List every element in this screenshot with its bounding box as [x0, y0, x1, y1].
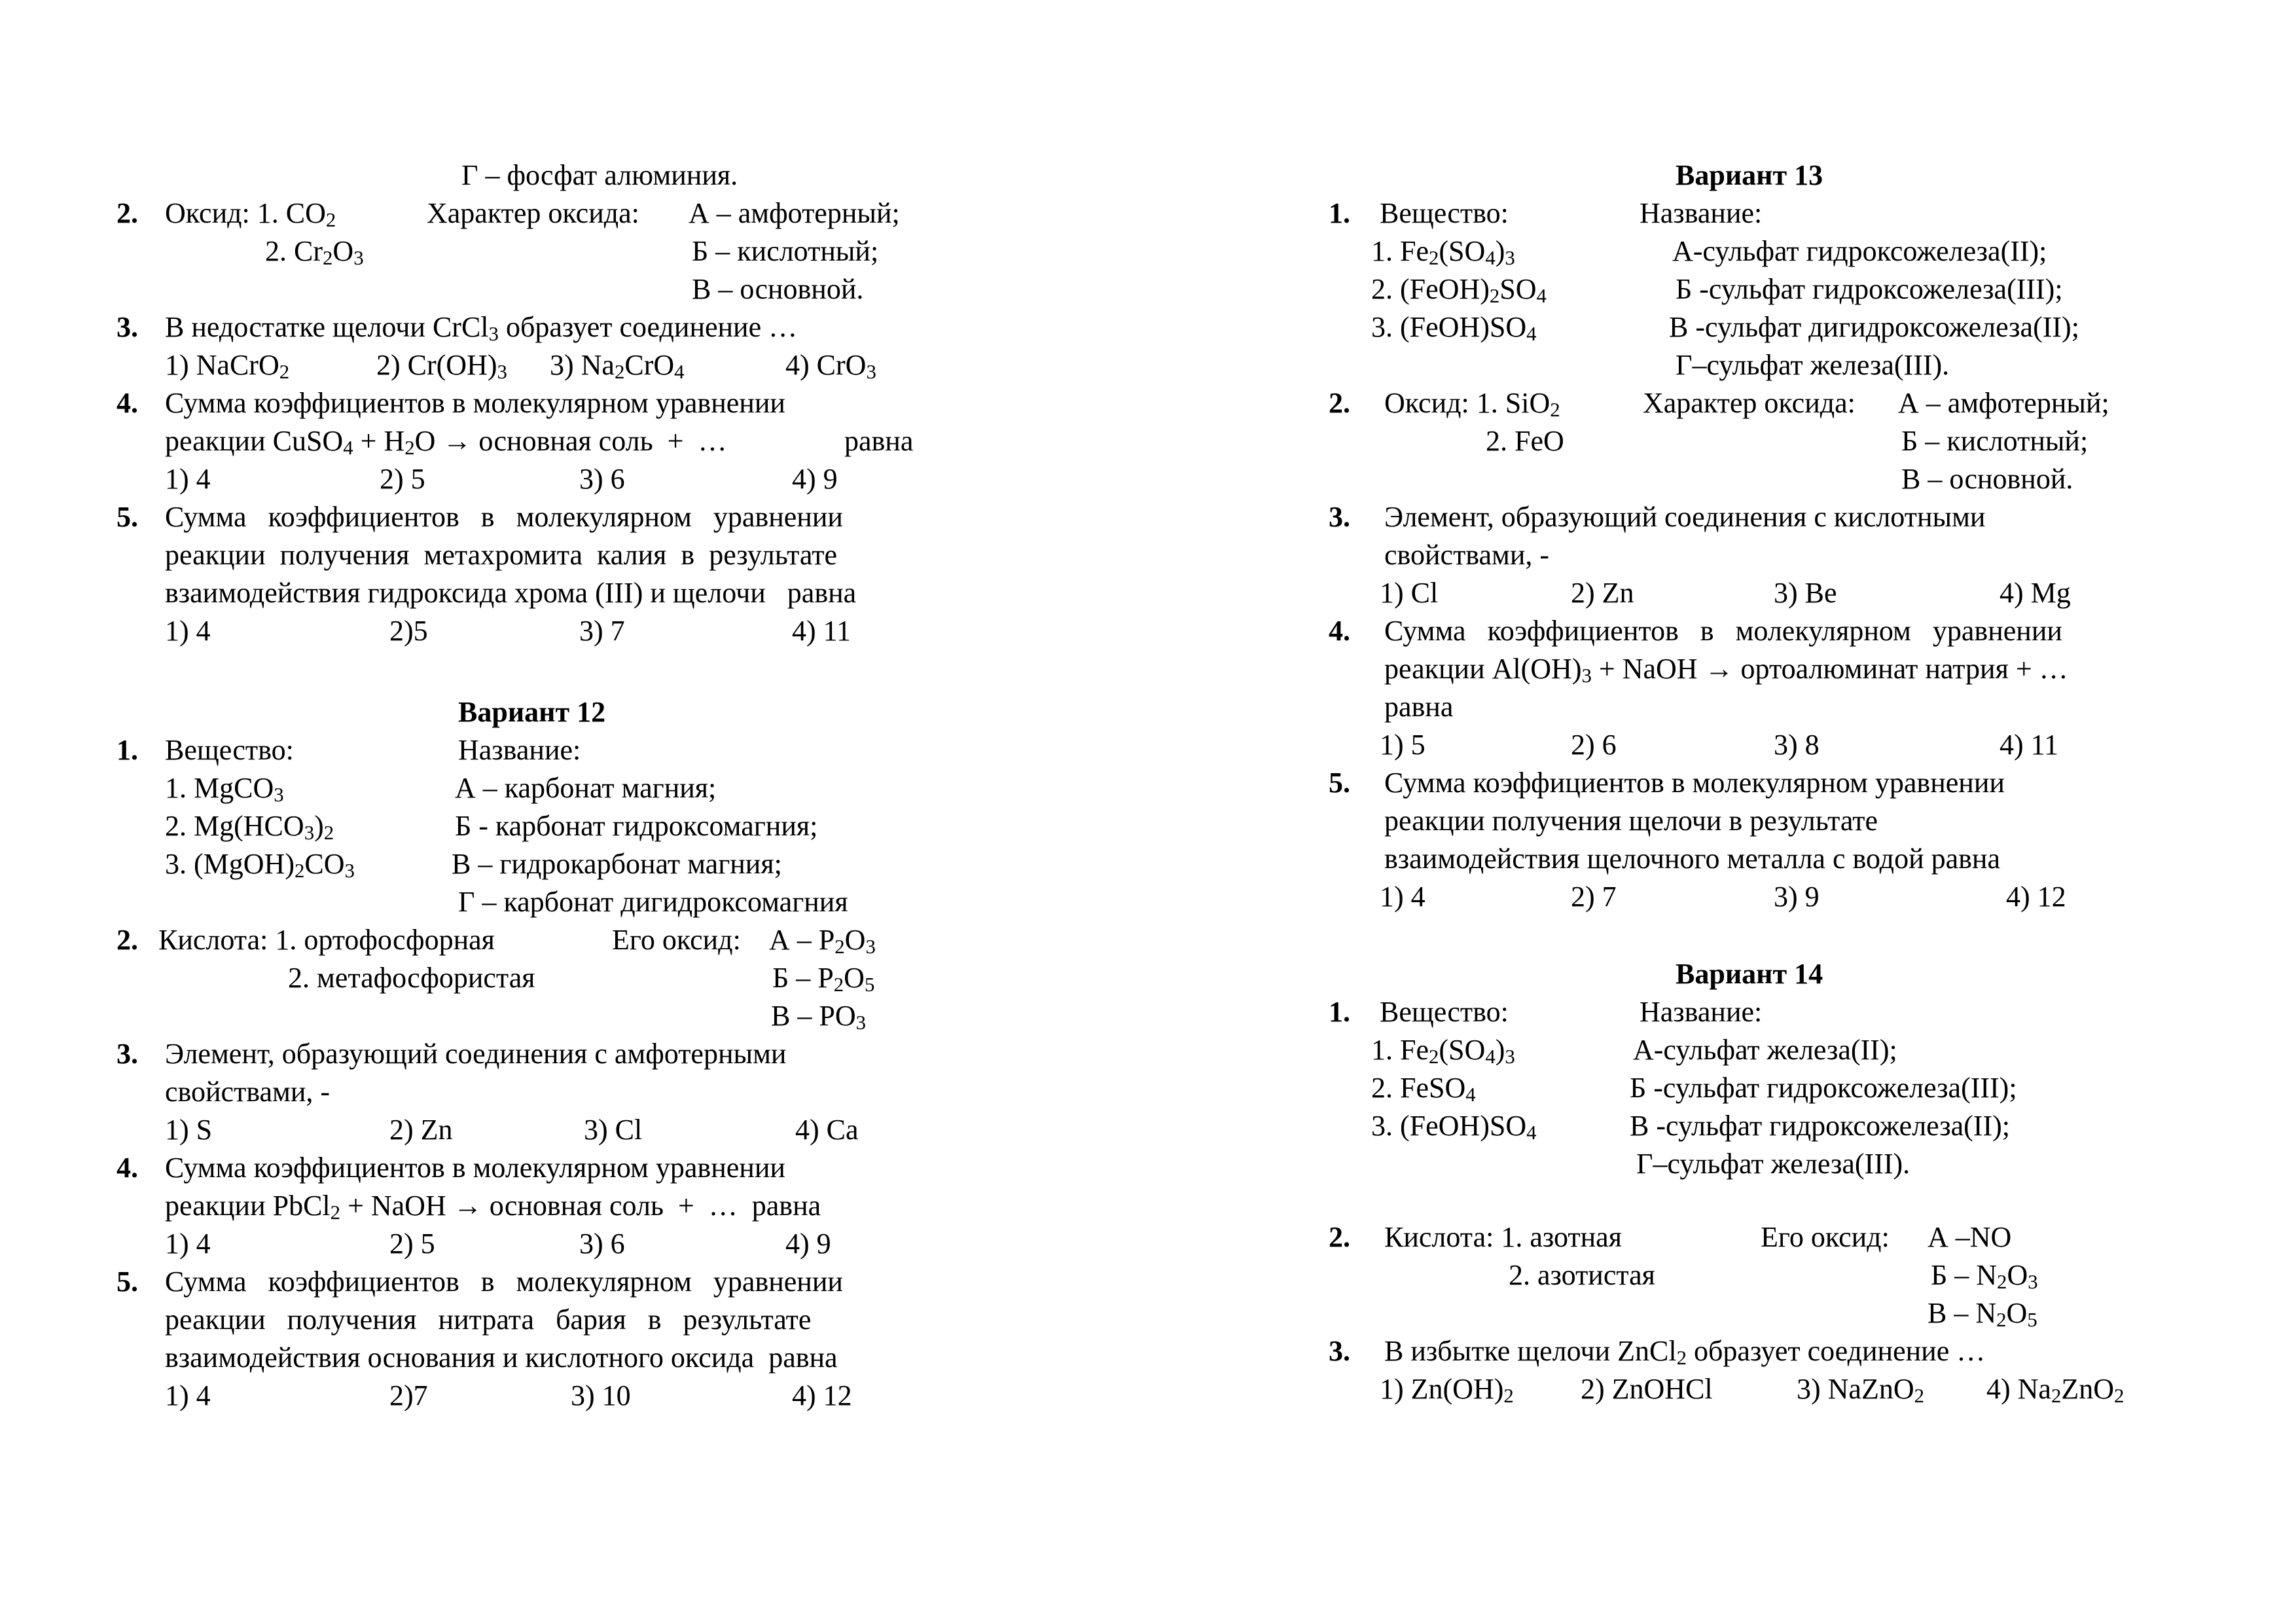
name-b: Б - карбонат гидроксомагния;	[455, 810, 818, 842]
variant-12-title: Вариант 12	[458, 696, 606, 728]
substance-2: 2. $Mg(HCO_3)_2$	[165, 810, 334, 845]
question-number: 3.	[1329, 501, 1350, 533]
answer-option-3: 3) Cl	[584, 1114, 643, 1146]
answer-option-3: 3) 6	[579, 1228, 625, 1260]
answer-option-2: 2) 6	[1571, 729, 1617, 761]
question-text: взаимодействия щелочного металла с водой равна	[1384, 843, 2000, 875]
option-a: А – амфотерный;	[1898, 387, 2109, 419]
answer-option-3: 3) 7	[579, 615, 625, 647]
question-number: 5.	[117, 1266, 138, 1298]
answer-option-2: 2)7	[389, 1379, 428, 1412]
question-number: 5.	[117, 501, 138, 533]
question-text: В избытке щелочи ZnCl$_2$ образует соединение …	[1384, 1335, 1986, 1370]
acid-2: 2. азотистая	[1509, 1259, 1655, 1291]
acid-1: Кислота: 1. азотная	[1384, 1221, 1622, 1253]
answer-option-3: 3) 10	[571, 1379, 631, 1412]
substance-1: 1. $Fe_2(SO_4)_3$	[1371, 1034, 1515, 1068]
option-b: Б – кислотный;	[692, 235, 879, 267]
oxide-header: Его оксид:	[1761, 1221, 1890, 1253]
name-a: А-сульфат гидроксожелеза(II);	[1672, 235, 2047, 267]
question-number: 1.	[1329, 197, 1350, 229]
name-g: Г–сульфат железа(III).	[1676, 349, 1950, 381]
question-text: свойствами, -	[1384, 539, 1550, 571]
answer-option-4: 4) 12	[792, 1379, 852, 1412]
oxide-character-label: Характер оксида:	[427, 197, 639, 229]
answer-option-2: 2) Zn	[1571, 577, 1634, 609]
oxide-2: 2. $Cr_2O_3$	[265, 235, 364, 270]
question-text: Сумма коэффициентов в молекулярном уравнении	[1384, 767, 2005, 799]
name-a: А-сульфат железа(II);	[1633, 1034, 1897, 1066]
question-text: реакции CuSO$_4$ + $H_2O$ → основная соль + …	[165, 425, 727, 460]
answer-option-1: 1) Cl	[1380, 577, 1439, 609]
substance-header: Вещество:	[165, 734, 294, 766]
oxide-b: Б – $N_2O_3$	[1931, 1259, 2038, 1294]
answer-option-3: 3) 8	[1774, 729, 1820, 761]
oxide-b: Б – $P_2O_5$	[772, 962, 875, 996]
answer-option-4: 4) Mg	[2000, 577, 2071, 609]
oxide-1: Оксид: 1. SiO$_2$	[1384, 387, 1560, 422]
question-text: реакции PbCl$_2$ + NaOH → основная соль + … равна	[165, 1190, 821, 1224]
question-number: 1.	[117, 734, 138, 766]
answer-option-4: 4) Ca	[795, 1114, 859, 1146]
answer-option-1: 1) 5	[1380, 729, 1426, 761]
name-g: Г – карбонат дигидроксомагния	[458, 886, 848, 918]
option-b: Б – кислотный;	[1901, 425, 2089, 457]
question-number: 4.	[117, 1152, 138, 1184]
answer-option-3: 3) 9	[1774, 881, 1820, 913]
question-number: 2.	[117, 924, 138, 956]
answer-option-3: 3) Be	[1774, 577, 1837, 609]
question-number: 2.	[1329, 387, 1350, 419]
answer-option-4: 4) 11	[792, 615, 852, 647]
question-text: реакции получения метахромита калия в результате	[165, 539, 838, 571]
substance-header: Вещество:	[1380, 197, 1509, 229]
option-v: В – основной.	[1901, 463, 2073, 495]
substance-3: 3. $(FeOH)SO_4$	[1371, 1110, 1537, 1144]
substance-3: 3. $(FeOH)SO_4$	[1371, 311, 1537, 346]
oxide-label: Оксид: 1. $CO_2$	[165, 197, 336, 232]
prev-answer-g: Г – фосфат алюминия.	[461, 159, 738, 191]
name-header: Название:	[1640, 197, 1763, 229]
question-text: Сумма коэффициентов в молекулярном уравнении	[165, 1266, 843, 1298]
answer-option-3: 3) $Na_2CrO_4$	[550, 349, 685, 384]
substance-2: 2. FeSO$_4$	[1371, 1072, 1476, 1106]
substance-2: 2. $(FeOH)_2SO_4$	[1371, 273, 1547, 308]
answer-option-2: 2) ZnOHCl	[1581, 1373, 1713, 1405]
question-text: Сумма коэффициентов в молекулярном уравнении	[165, 387, 785, 419]
question-text: реакции получения нитрата бария в результате	[165, 1304, 812, 1336]
name-g: Г–сульфат железа(III).	[1636, 1148, 1910, 1180]
substance-1: 1. $Fe_2(SO_4)_3$	[1371, 235, 1515, 270]
answer-option-1: 1) 4	[165, 1228, 211, 1260]
oxide-a: А – $P_2O_3$	[769, 924, 876, 958]
answer-option-2: 2) 7	[1571, 881, 1617, 913]
question-text: Элемент, образующий соединения с кислотными	[1384, 501, 1986, 533]
question-text: реакции получения щелочи в результате	[1384, 805, 1878, 837]
answer-option-1: 1) S	[165, 1114, 213, 1146]
question-number: 2.	[1329, 1221, 1350, 1253]
question-text: взаимодействия основания и кислотного оксида равна	[165, 1341, 838, 1374]
answer-option-1: 1) 4	[165, 615, 211, 647]
answer-option-3: 3) NaZnO$_2$	[1797, 1373, 1925, 1408]
question-text: Сумма коэффициентов в молекулярном уравнении	[1384, 615, 2062, 647]
name-header: Название:	[458, 734, 581, 766]
answer-option-4: 4) 11	[2000, 729, 2059, 761]
question-number: 3.	[1329, 1335, 1350, 1367]
answer-option-2: 2) Zn	[389, 1114, 453, 1146]
substance-header: Вещество:	[1380, 996, 1509, 1028]
oxide-a: А –NO	[1928, 1221, 2012, 1253]
question-number: 4.	[1329, 615, 1350, 647]
question-text: реакции $Al(OH)_3$ + NaOH → ортоалюминат натрия + …	[1384, 653, 2068, 687]
variant-13-title: Вариант 13	[1676, 159, 1823, 191]
acid-1: Кислота: 1. ортофосфорная	[158, 924, 495, 956]
name-a: А – карбонат магния;	[455, 772, 717, 804]
answer-option-1: 1) 4	[1380, 881, 1426, 913]
substance-3: 3. $(MgOH)_2CO_3$	[165, 848, 355, 883]
question-text: Сумма коэффициентов в молекулярном уравнении	[165, 1152, 785, 1184]
answer-option-4: 4) CrO$_3$	[785, 349, 876, 384]
question-text-end: равна	[844, 425, 914, 457]
acid-2: 2. метафосфористая	[288, 962, 535, 994]
answer-option-1: 1) NaCrO$_2$	[165, 349, 290, 384]
question-text: Элемент, образующий соединения с амфотерными	[165, 1038, 787, 1070]
substance-1: 1. MgCO$_3$	[165, 772, 284, 807]
question-text: взаимодействия гидроксида хрома (III) и щелочи равна	[165, 577, 857, 609]
answer-option-4: 4) 9	[792, 463, 838, 495]
answer-option-4: 4) $Na_2ZnO_2$	[1986, 1373, 2125, 1408]
name-header: Название:	[1640, 996, 1763, 1028]
oxide-character-label: Характер оксида:	[1643, 387, 1856, 419]
answer-option-4: 4) 9	[785, 1228, 831, 1260]
answer-option-4: 4) 12	[2006, 881, 2066, 913]
name-b: Б -сульфат гидроксожелеза(III);	[1630, 1072, 2017, 1104]
question-text: свойствами, -	[165, 1076, 331, 1108]
answer-option-1: 1) 4	[165, 1379, 211, 1412]
answer-option-3: 3) 6	[579, 463, 625, 495]
option-a: А – амфотерный;	[689, 197, 900, 229]
variant-14-title: Вариант 14	[1676, 958, 1823, 990]
name-v: В – гидрокарбонат магния;	[452, 848, 782, 880]
name-v: В -сульфат дигидроксожелеза(II);	[1669, 311, 2079, 343]
question-text: В недостатке щелочи CrCl$_3$ образует соединение …	[165, 311, 798, 346]
name-v: В -сульфат гидроксожелеза(II);	[1630, 1110, 2010, 1142]
oxide-2: 2. FeO	[1486, 425, 1564, 457]
oxide-v: В – $N_2O_5$	[1928, 1297, 2037, 1332]
answer-option-2: 2)5	[389, 615, 428, 647]
question-number: 4.	[117, 387, 138, 419]
answer-option-2: 2) $Cr(OH)_3$	[376, 349, 507, 384]
question-number: 3.	[117, 311, 138, 343]
answer-option-1: 1) $Zn(OH)_2$	[1380, 1373, 1514, 1408]
oxide-v: В – $PO_3$	[771, 1000, 866, 1034]
question-text: равна	[1384, 691, 1454, 723]
name-b: Б -сульфат гидроксожелеза(III);	[1676, 273, 2063, 305]
question-number: 1.	[1329, 996, 1350, 1028]
question-text: Сумма коэффициентов в молекулярном уравнении	[165, 501, 843, 533]
question-number: 5.	[1329, 767, 1350, 799]
option-v: В – основной.	[692, 273, 864, 305]
answer-option-1: 1) 4	[165, 463, 211, 495]
oxide-header: Его оксид:	[612, 924, 741, 956]
question-number: 3.	[117, 1038, 138, 1070]
answer-option-2: 2) 5	[389, 1228, 435, 1260]
question-number: 2.	[117, 197, 138, 229]
answer-option-2: 2) 5	[380, 463, 425, 495]
